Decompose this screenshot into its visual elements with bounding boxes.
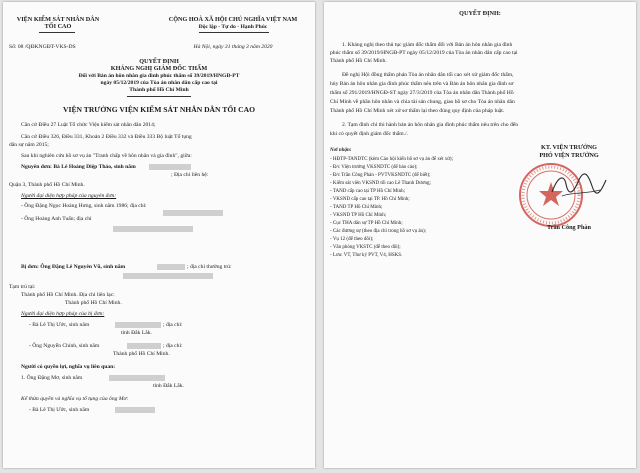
recipient-item: - Vụ 12 (để theo dõi); — [330, 237, 374, 242]
handwritten-signature — [548, 170, 608, 202]
decision-line: Chí Minh về phần hôn nhân và chia tài sản chung, giao hồ sơ cho Tòa án nhân dân — [330, 99, 515, 105]
recipient-item: - HĐTP-TANDTC (kèm Cáo hội kiến hồ sơ vụ án để xét xử); — [330, 157, 453, 162]
body-line: ; địa chỉ: — [163, 322, 183, 328]
body-line: - Bà Lê Thị Ước, sinh năm — [29, 407, 90, 413]
recipient-item: - Đ/c Trần Công Phàn - PVTVKSNDTC (để biết); — [330, 173, 431, 178]
decision-line: phúc thẩm số 39/2019/HNGĐ-PT ngày 05/12/2019 của Tòa án nhân dân cấp cao tại — [330, 50, 518, 56]
body-line: Thành phố Hồ Chí Minh. — [113, 351, 170, 357]
decision-line: 2. Tạm đình chỉ thi hành bản án hôn nhân gia đình phúc thẩm nêu trên cho đến — [342, 122, 519, 128]
recipients-label: Nơi nhận: — [330, 148, 352, 153]
body-line: 1. Ông Đặng Mơ, sinh năm — [21, 375, 83, 381]
body-line: - Ông Nguyễn Chính, sinh năm — [29, 343, 100, 349]
section-heading: Người đại diện hợp pháp của nguyên đơn: — [21, 193, 117, 199]
decision-line: hủy Bản án hôn nhân gia đình phúc thẩm nêu trên và Bản án hôn nhân gia đình sơ — [330, 81, 514, 87]
redaction-box — [113, 226, 193, 232]
recipient-item: - Đ/c Viện trưởng VKSNDTC (để báo cáo); — [330, 165, 418, 170]
recipient-item: - VKSND cấp cao tại TP. Hồ Chí Minh; — [330, 197, 410, 202]
redaction-box — [157, 264, 185, 270]
decision-line: thẩm số 291/2019/HNGĐ-ST ngày 27/3/2019 của Tòa án nhân dân Thành phố Hồ — [330, 90, 514, 96]
decision-line: Đề nghị Hội đồng thẩm phán Tòa án nhân dân tối cao xét xử giám đốc thẩm, — [342, 72, 514, 78]
body-line: Căn cứ Điều 27 Luật Tổ chức Viện kiểm sát nhân dân 2014; — [21, 122, 156, 128]
document-page-2 — [324, 2, 636, 468]
doc-subject-1: Đối với Bản án hôn nhân gia đình phúc thẩm số 39/2019/HNGĐ-PT — [78, 73, 240, 79]
body-line: Kế thừa quyền và nghĩa vụ tố tụng của ông Mơ: — [21, 396, 129, 402]
decision-line: khi có quyết định giám đốc thẩm./. — [330, 131, 408, 137]
doc-subject-2: ngày 05/12/2019 của Tòa án nhân dân cấp cao tại — [100, 80, 218, 86]
body-line: Căn cứ Điều 326, Điều 331, Khoản 2 Điều 332 và Điều 333 Bộ luật Tố tụng — [21, 134, 192, 140]
decision-line: Thành phố Hồ Chí Minh xét xử sơ thẩm lại theo đúng quy định của pháp luật. — [330, 108, 505, 114]
nation-title: CỘNG HOÀ XÃ HỘI CHỦ NGHĨA VIỆT NAM — [168, 16, 298, 23]
document-page-1 — [3, 2, 315, 468]
body-line: - Ông Hoàng Anh Tuấn; địa chỉ — [21, 216, 92, 222]
decision-heading: QUYẾT ĐỊNH: — [459, 10, 501, 17]
body-line: Thành phố Hồ Chí Minh. Địa chỉ liên lạc: — [21, 292, 115, 298]
redaction-box — [109, 375, 165, 381]
nation-motto: Độc lập - Tự do - Hạnh Phúc — [198, 24, 268, 30]
body-line: ; địa chỉ thường trú: — [187, 264, 232, 270]
recipient-item: - Lưu: VT, Thư ký PVT, V4, HSKS. — [330, 253, 403, 258]
recipient-item: - Các đương sự (theo địa chỉ trong hồ sơ vụ án); — [330, 229, 427, 234]
doc-title-2: KHÁNG NGHỊ GIÁM ĐỐC THẨM — [110, 65, 208, 72]
issuer-title: VIỆN TRƯỞNG VIỆN KIỂM SÁT NHÂN DÂN TỐI CAO — [63, 105, 255, 114]
body-line: Sau khi nghiên cứu hồ sơ vụ án "Tranh chấp về hôn nhân và gia đình", giữa: — [21, 153, 192, 159]
recipient-item: - Văn phòng VKSTC (để theo dõi); — [330, 245, 401, 250]
body-line: Tạm trú tại: — [9, 284, 36, 290]
subject-underline — [127, 96, 191, 97]
redaction-box — [115, 407, 155, 413]
redaction-box — [127, 343, 161, 349]
body-line: tỉnh Đắk Lắk. — [121, 330, 152, 336]
recipient-item: - TAND cấp cao tại TP Hồ Chí Minh; — [330, 189, 406, 194]
related-parties-heading: Người có quyền lợi, nghĩa vụ liên quan: — [21, 364, 116, 370]
doc-number: Số: 08 /QĐKNGĐT-VKS-DS — [9, 44, 76, 50]
doc-title-1: QUYẾT ĐỊNH — [139, 58, 179, 65]
body-line: tỉnh Đắk Lắk. — [153, 383, 184, 389]
doc-subject-3: Thành phố Hồ Chí Minh — [129, 87, 189, 93]
decision-line: Thành phố Hồ Chí Minh. — [330, 58, 387, 64]
recipient-item: - Kiểm sát viên VKSND tối cao Lê Thanh Dương; — [330, 181, 431, 186]
body-line: ; Địa chỉ liên hệ: — [171, 172, 209, 178]
plaintiff-line: Nguyên đơn: Bà Lê Hoàng Diệp Thảo, sinh năm — [21, 164, 136, 170]
signer-name: Trần Công Phàn — [547, 224, 591, 231]
redaction-box — [149, 164, 191, 170]
body-line: Quận 3, Thành phố Hồ Chí Minh. — [9, 182, 85, 188]
org-underline — [39, 32, 75, 33]
place-date: Hà Nội, ngày 31 tháng 3 năm 2020 — [193, 44, 273, 50]
redaction-box — [123, 273, 213, 279]
org-name-line1: VIỆN KIỂM SÁT NHÂN DÂN — [16, 16, 100, 23]
recipient-item: - VKSND TP Hồ Chí Minh; — [330, 213, 387, 218]
body-line: dân sự năm 2015; — [9, 142, 49, 148]
redaction-box — [115, 322, 161, 328]
recipient-item: - Cục THA dân sự TP Hồ Chí Minh; — [330, 221, 403, 226]
recipient-item: - TAND TP Hồ Chí Minh; — [330, 205, 383, 210]
body-line: ; địa chỉ: — [163, 343, 183, 349]
section-heading: Người đại diện hợp pháp của bị đơn: — [21, 311, 105, 317]
body-line: - Bà Lê Thị Ước, sinh năm — [29, 322, 90, 328]
org-name-line2: TỐI CAO — [44, 23, 72, 30]
signer-title-2: PHÓ VIỆN TRƯỞNG — [539, 152, 599, 159]
defendant-line: Bị đơn: Ông Đặng Lê Nguyên Vũ, sinh năm — [21, 264, 126, 270]
decision-line: 1. Kháng nghị theo thủ tục giám đốc thẩm đối với Bản án hôn nhân gia đình — [342, 42, 513, 48]
signer-title-1: KT. VIỆN TRƯỞNG — [541, 144, 597, 151]
redaction-box — [163, 210, 223, 216]
body-line: - Ông Đặng Ngọc Hoàng Hưng, sinh năm 1986; địa chỉ: — [21, 203, 147, 209]
body-line: Thành phố Hồ Chí Minh. — [65, 300, 122, 306]
motto-underline — [199, 32, 269, 33]
